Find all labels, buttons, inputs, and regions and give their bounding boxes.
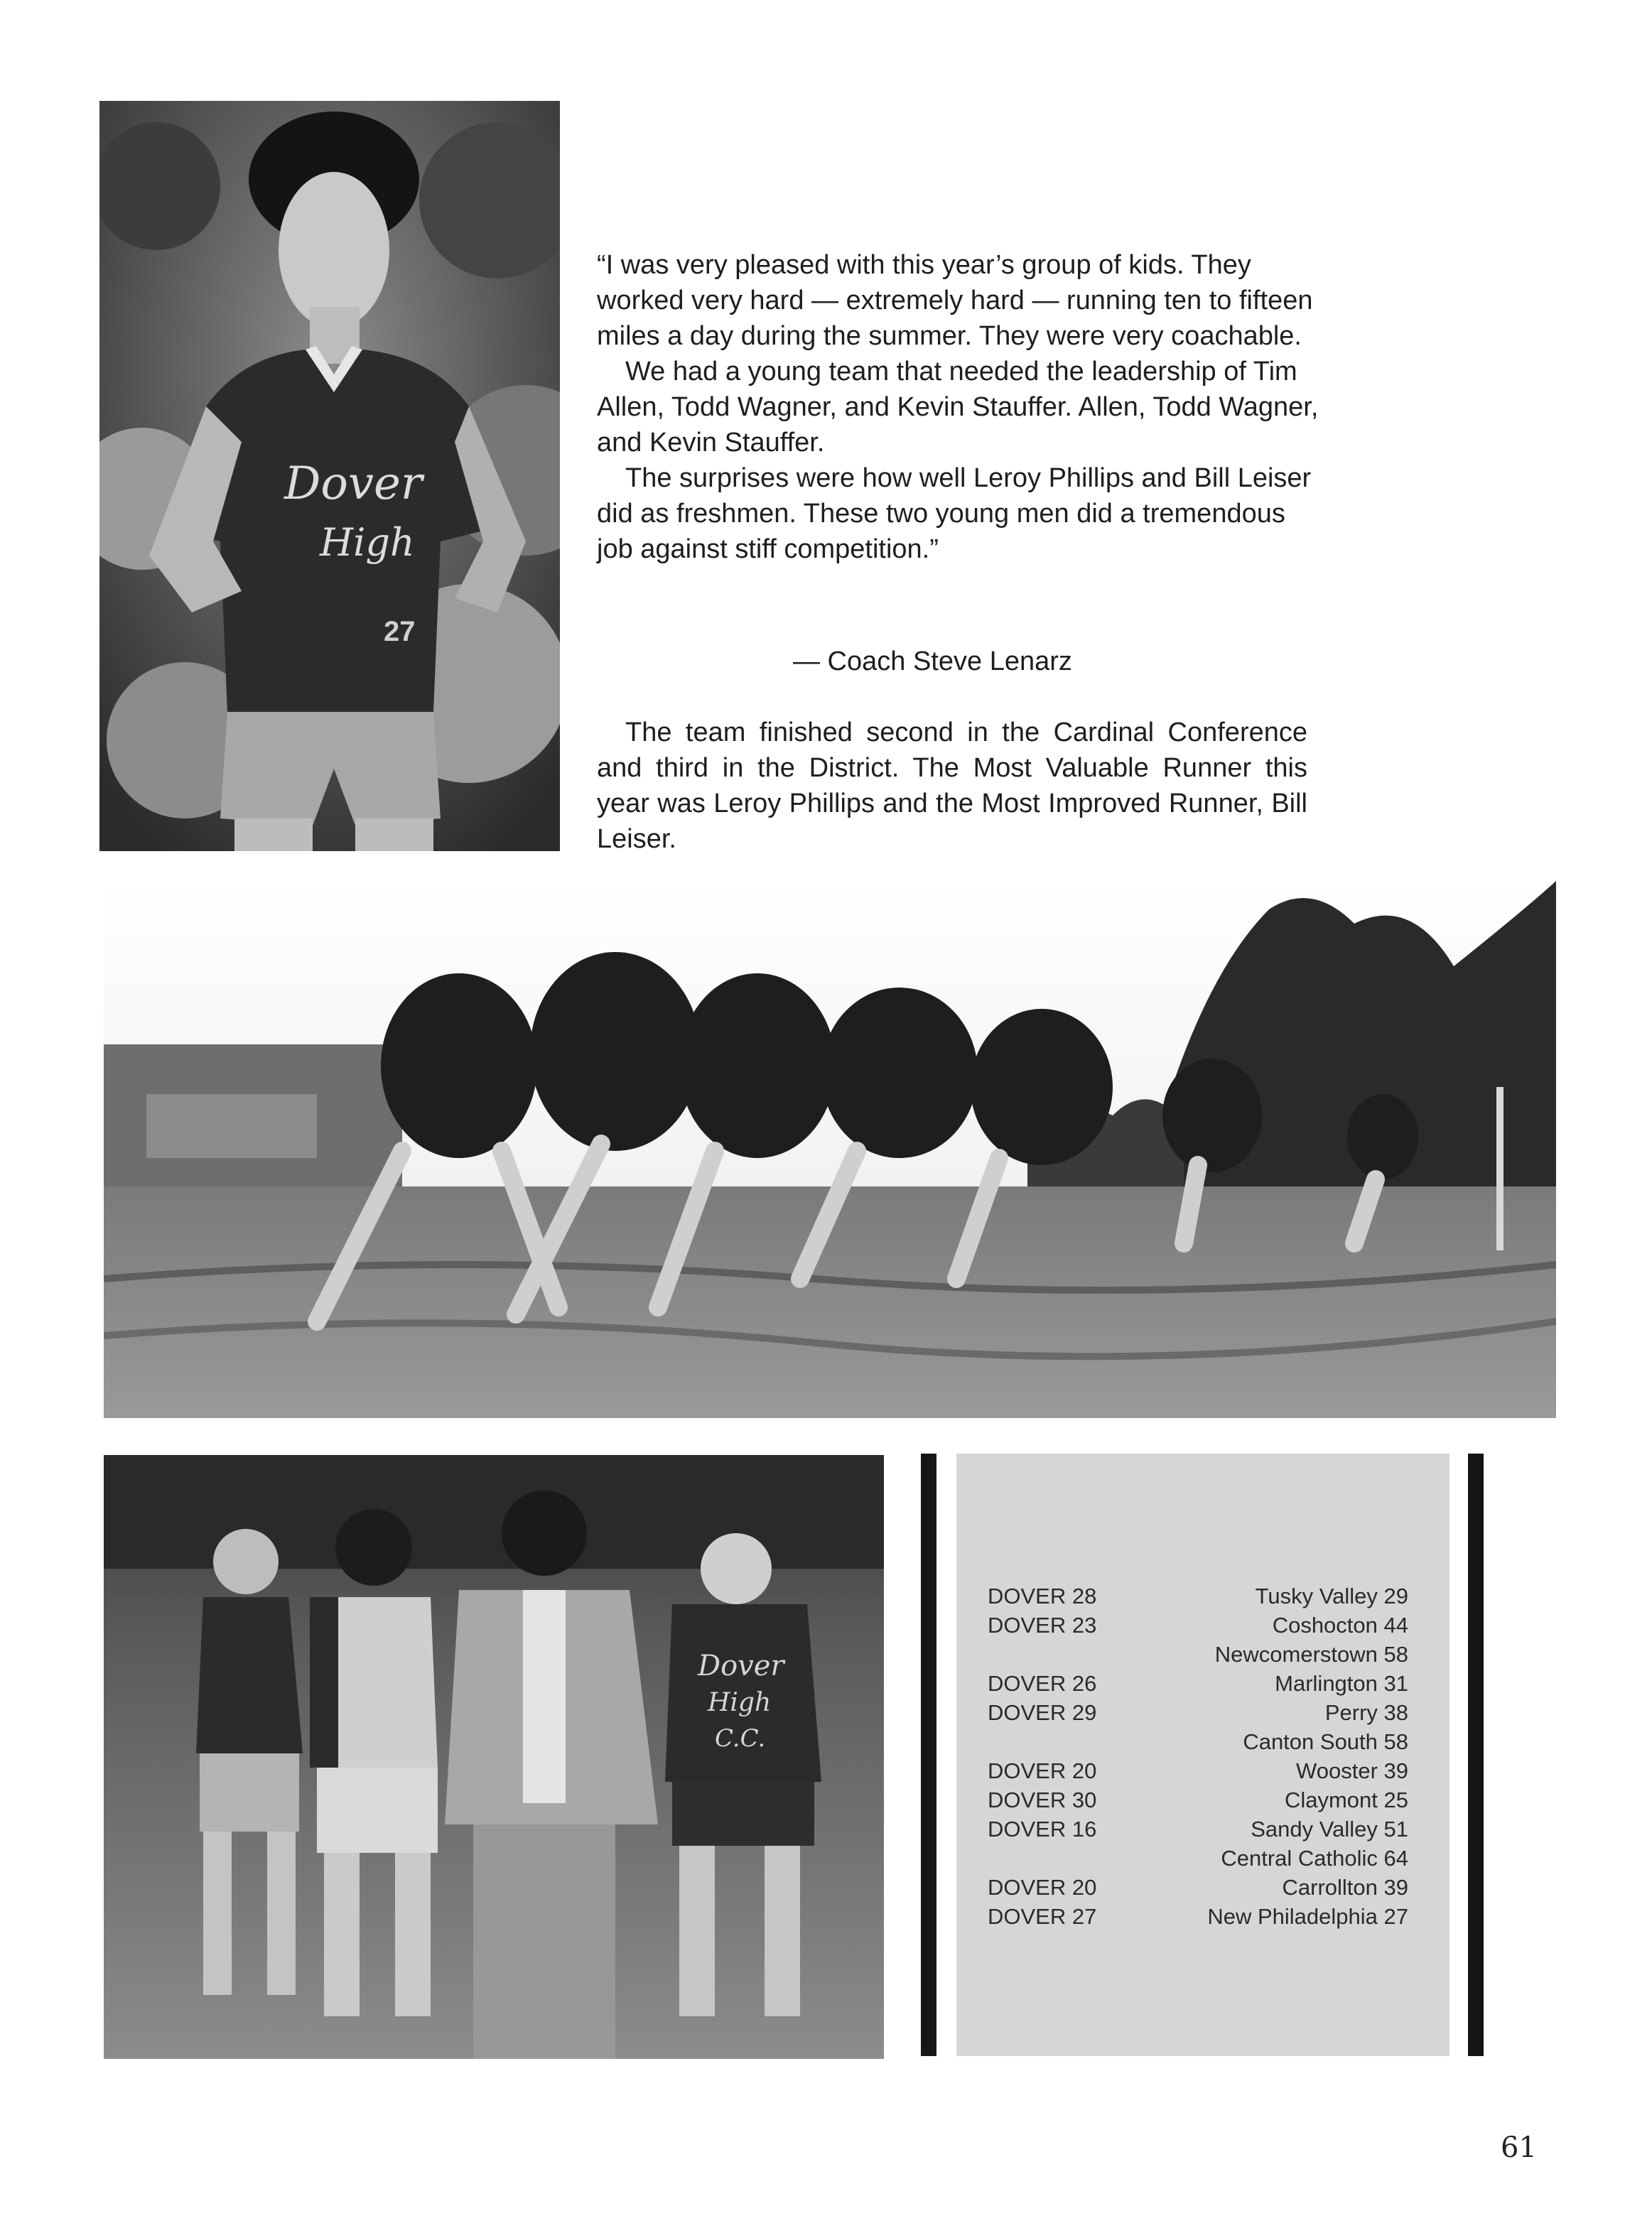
score-row	[956, 1727, 1449, 1757]
opponent-score: Perry 38	[1324, 1700, 1408, 1725]
dover-score: DOVER 29	[988, 1700, 1097, 1725]
season-summary: The team finished second in the Cardinal Conference and third in the District. The Most Valuable Runner this year was Leroy Phillips and the Most Improved Runner, Bill Leiser.	[597, 718, 1307, 854]
group-jersey-text-1: Dover	[698, 1650, 784, 1682]
score-row	[956, 1785, 1449, 1815]
opponent-score: Central Catholic 64	[1221, 1846, 1408, 1871]
photo-team-with-coach	[104, 1455, 884, 2059]
coach-quote	[597, 247, 1322, 567]
score-row	[956, 1581, 1449, 1611]
dover-score: DOVER 30	[988, 1788, 1097, 1812]
opponent-score: Newcomerstown 58	[1214, 1642, 1408, 1667]
opponent-score: Sandy Valley 51	[1251, 1817, 1408, 1842]
opponent-score: Claymont 25	[1284, 1788, 1408, 1812]
score-row	[956, 1756, 1449, 1786]
runner-jersey-text-1: Dover	[284, 458, 423, 510]
score-row	[956, 1669, 1449, 1699]
dover-score: DOVER 20	[988, 1875, 1097, 1900]
runner-jersey-number: 27	[384, 616, 416, 647]
runner-jersey-text-2: High	[320, 520, 415, 565]
group-jersey-text-2: High	[708, 1688, 772, 1717]
dover-score: DOVER 20	[988, 1758, 1097, 1783]
opponent-score: Carrollton 39	[1282, 1875, 1408, 1900]
quote-paragraph-3: The surprises were how well Leroy Phillips and Bill Leiser did as freshmen. These two young men did a tremendous job against stiff competition.”	[597, 463, 1312, 564]
panel-bar-right	[1468, 1454, 1484, 2056]
score-row	[956, 1640, 1449, 1670]
score-row	[956, 1611, 1449, 1640]
opponent-score: New Philadelphia 27	[1207, 1904, 1408, 1929]
opponent-score: Coshocton 44	[1272, 1613, 1408, 1638]
dover-score: DOVER 28	[988, 1584, 1097, 1608]
page-number: 61	[1501, 2131, 1537, 2164]
score-row	[956, 1815, 1449, 1844]
dover-score: DOVER 27	[988, 1904, 1097, 1929]
dover-score: DOVER 23	[988, 1613, 1097, 1638]
score-row	[956, 1902, 1449, 1932]
score-panel	[956, 1454, 1449, 2056]
score-row	[956, 1844, 1449, 1873]
photo-runner	[99, 101, 560, 851]
panel-bar-left	[921, 1454, 936, 2056]
dover-score: DOVER 26	[988, 1671, 1097, 1696]
opponent-score: Wooster 39	[1296, 1758, 1408, 1783]
quote-paragraph-2: We had a young team that needed the leadership of Tim Allen, Todd Wagner, and Kevin Stauffer. Allen, Todd Wagner, and Kevin Stauffer.	[597, 357, 1319, 458]
opponent-score: Marlington 31	[1275, 1671, 1408, 1696]
dover-score: DOVER 16	[988, 1817, 1097, 1842]
quote-attribution: — Coach Steve Lenarz	[793, 647, 1072, 676]
group-jersey-text-3: C.C.	[715, 1724, 766, 1753]
photo-race-start	[104, 881, 1556, 1418]
opponent-score: Tusky Valley 29	[1255, 1584, 1408, 1608]
score-row	[956, 1698, 1449, 1728]
score-row	[956, 1873, 1449, 1903]
opponent-score: Canton South 58	[1243, 1729, 1408, 1754]
quote-paragraph-1: “I was very pleased with this year’s group of kids. They worked very hard — extremely hard — running ten to fifteen miles a day during the summer. They were very coachable.	[597, 250, 1313, 351]
